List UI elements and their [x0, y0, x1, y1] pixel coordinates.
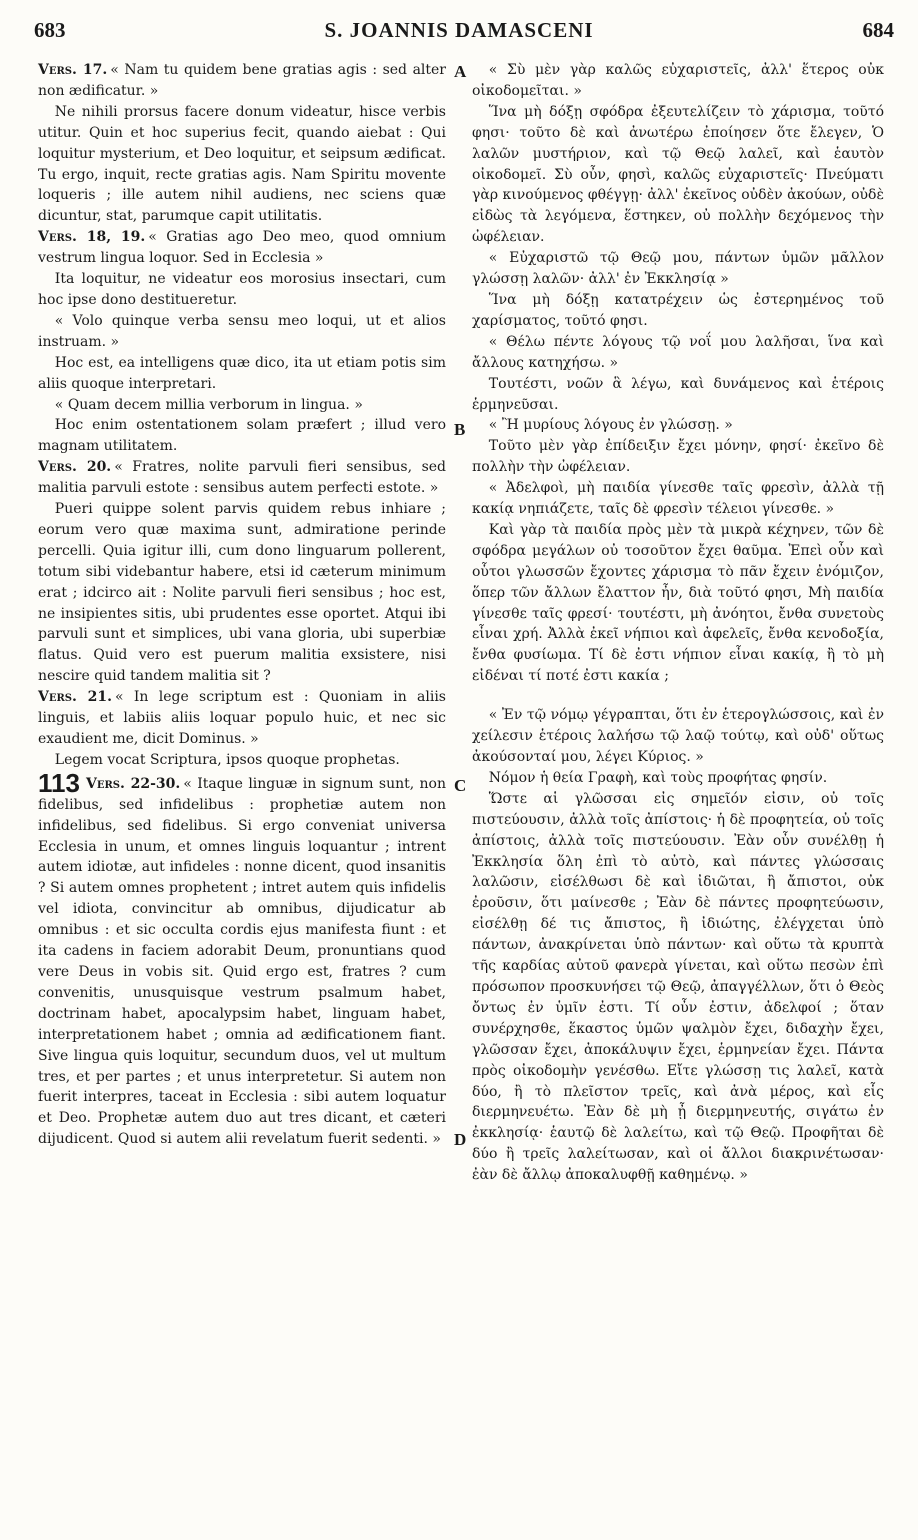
commentary-paragraph: Ne nihili prorsus facere donum videatur, hisce verbis utitur. Quin et hoc superius fecit, quando aiebat : Qui loquitur mysterium, et Deo loquitur, et seipsum ædificat. Tu ergo, inquit, recte gratias agis. Nam Spiritu movente loqueris ; ille autem nihil audiens, nec sciens quæ dicuntur, stat, parumque capit utilitatis. — [38, 103, 446, 225]
commentary-paragraph: Τουτέστι, νοῶν ἃ λέγω, καὶ δυνάμενος καὶ ἑτέροις ἑρμηνεῦσαι. — [472, 375, 884, 413]
commentary-paragraph: « Θέλω πέντε λόγους τῷ νοΐ μου λαλῆσαι, ἵνα καὶ ἄλλους κατηχήσω. » — [472, 333, 884, 371]
commentary-paragraph: Legem vocat Scriptura, ipsos quoque prophetas. — [54, 751, 400, 768]
verse-text: « Nam tu quidem bene gratias agis : sed alter non ædificatur. » — [38, 62, 447, 99]
commentary-paragraph: Pueri quippe solent parvis quidem rebus inhiare ; eorum vero quæ maxima sunt, admiratione perinde percelli. Quia igitur illi, cum dono linguarum pollerent, totum sibi videbantur habere, etsi id cæterum minimum erat ; idcirco ait : Nolite parvuli fieri sensibus ; hoc est, ne insipientes sitis, ubi prudentes esse oportet. Atqui ibi parvuli sunt et simplices, ubi vana gloria, ubi superbiæ flatus. Quid vero est puerum malitia exsistere, nisi nescire quid tandem malitia sit ? — [38, 501, 446, 685]
commentary-paragraph: « Ἢ μυρίους λόγους ἐν γλώσσῃ. » — [488, 417, 733, 434]
margin-letter: B — [454, 420, 466, 439]
verse-label: Vers. 17. — [38, 62, 108, 78]
margin-letter: D — [454, 1130, 467, 1149]
verse-text: « In lege scriptum est : Quoniam in aliis linguis, et labiis aliis loquar populo huic, et nec sic exaudient me, dicit Dominus. » — [38, 689, 446, 747]
page-number-right: 684 — [862, 18, 894, 42]
commentary-paragraph: « Volo quinque verba sensu meo loqui, ut et alios instruam. » — [38, 312, 446, 350]
commentary-paragraph: « Ἀδελφοὶ, μὴ παιδία γίνεσθε ταῖς φρεσὶν, ἀλλὰ τῇ κακίᾳ νηπιάζετε, ταῖς δὲ φρεσὶν τέλειοι γίνεσθε. » — [472, 480, 884, 518]
commentary-paragraph: Ita loquitur, ne videatur eos morosius insectari, cum hoc ipse dono destitueretur. — [38, 271, 446, 308]
verse-paragraph — [38, 227, 446, 269]
commentary-paragraph: Τοῦτο μὲν γὰρ ἐπίδειξιν ἔχει μόνην, φησί· ἐκεῖνο δὲ πολλὴν τὴν ὠφέλειαν. — [472, 438, 884, 476]
page-header — [24, 18, 894, 48]
verse-label: Vers. 18, 19. — [38, 229, 146, 246]
verse-paragraph — [38, 60, 446, 102]
verse-label: Vers. 21. — [38, 689, 112, 706]
commentary-paragraph: « Σὺ μὲν γὰρ καλῶς εὐχαριστεῖς, ἀλλ' ἕτερος οὐκ οἰκοδομεῖται. » — [472, 62, 884, 99]
commentary-paragraph: Καὶ γὰρ τὰ παιδία πρὸς μὲν τὰ μικρὰ κέχηνεν, τῶν δὲ σφόδρα μεγάλων οὐ τοσοῦτον ἔχει θαῦμα. Ἐπεὶ οὖν καὶ οὗτοι γλωσσῶν ἔχοντες χάρισμα τὸ πᾶν ἔχειν ἐνόμιζον, ὅπερ τῶν ἄλλων ἔλαττον ἦν, διὰ τοῦτό φησι, Μὴ παιδία γίνεσθε ταῖς φρεσί· τουτέστι, μὴ ἀνόητοι, ἔνθα συνετοὺς εἶναι χρή. Ἀλλὰ ἐκεῖ νήπιοι καὶ ἀφελεῖς, ἔνθα κενοδοξία, ἔνθα φυσίωμα. Τί δὲ ἐστι νήπιον εἶναι κακίᾳ, ἢ τὸ μὴ εἰδέναι τί ποτέ ἐστι κακία ; — [472, 521, 884, 685]
section-number: 113 — [38, 767, 80, 798]
commentary-paragraph: « Εὐχαριστῶ τῷ Θεῷ μου, πάντων ὑμῶν μᾶλλον γλώσσῃ λαλῶν· ἀλλ' ἐν Ἐκκλησίᾳ » — [472, 250, 884, 288]
commentary-paragraph: Ἵνα μὴ δόξῃ κατατρέχειν ὡς ἐστερημένος τοῦ χαρίσματος, τοῦτό φησι. — [472, 291, 884, 329]
margin-letter: C — [454, 776, 467, 795]
verse-label: Vers. 20. — [38, 459, 112, 476]
verse-text: « Itaque linguæ in signum sunt, non fidelibus, sed infidelibus : prophetiæ autem non infidelibus, sed fidelibus. Si ergo conveniat universa Ecclesia in unum, et omnes linguis loquantur ; intrent autem idiotæ, aut infideles : nonne dicent, quod insanitis ? Si autem omnes prophetent ; intret autem quis infidelis vel idiota, convincitur ab omnibus, dijudicatur ab omnibus : et sic occulta cordis ejus manifesta fiunt : et ita cadens in faciem adorabit Deum, pronuntians quod vere Deus in vobis sit. Quid ergo est, fratres ? cum convenitis, unusquisque vestrum psalmum habet, doctrinam habet, apocalypsim habet, linguam habet, interpretationem habet ; omnia ad ædificationem fiant. Sive lingua quis loquitur, secundum duos, vel ut multum tres, et per partes ; et unus interpretetur. Si autem non fuerit interpres, taceat in Ecclesia : sibi autem loquatur et Deo. Prophetæ autem duo aut tres dicant, et cæteri dijudicent. Quod si autem alii revelatum fuerit sedenti. » — [38, 775, 447, 1148]
commentary-paragraph: « Ἐν τῷ νόμῳ γέγραπται, ὅτι ἐν ἑτερογλώσσοις, καὶ ἐν χείλεσιν ἑτέροις λαλήσω τῷ λαῷ τούτῳ, καὶ οὐδ' οὕτως ἀκούσονταί μου, λέγει Κύριος. » — [472, 707, 884, 765]
column-gap — [472, 687, 884, 705]
verse-text: « Fratres, nolite parvuli fieri sensibus, sed malitia parvuli estote : sensibus autem perfecti estote. » — [38, 459, 446, 497]
page-number-left: 683 — [34, 18, 66, 42]
commentary-paragraph: Hoc est, ea intelligens quæ dico, ita ut etiam potis sim aliis quoque interpretari. — [38, 354, 446, 392]
latin-column — [38, 60, 446, 1150]
commentary-paragraph: « Quam decem millia verborum in lingua. » — [54, 396, 363, 413]
commentary-paragraph: Hoc enim ostentationem solam præfert ; illud vero magnam utilitatem. — [38, 417, 446, 455]
verse-label: Vers. 22-30. — [85, 775, 181, 792]
greek-column — [472, 60, 884, 1186]
running-title: S. JOANNIS DAMASCENI — [324, 18, 594, 42]
verse-paragraph — [38, 687, 446, 750]
verse-text: « Gratias ago Deo meo, quod omnium vestrum lingua loquor. Sed in Ecclesia » — [38, 229, 446, 267]
commentary-paragraph: Ἵνα μὴ δόξῃ σφόδρα ἐξευτελίζειν τὸ χάρισμα, τοῦτό φησι· τοῦτο δὲ καὶ ἀνωτέρω ἐποίησεν ὅτε ἔλεγεν, Ὁ λαλῶν μυστήριον, καὶ τῷ Θεῷ λαλεῖ, καὶ ἑαυτὸν οἰκοδομεῖ. Σὺ οὖν, φησὶ, καλῶς εὐχαριστεῖς· Πνεύματι γὰρ κινούμενος φθέγγῃ· ἀλλ' ἐκεῖνος οὐδὲν ἀκούων, οὐδὲ εἰδὼς τὰ λεγόμενα, ἕστηκεν, οὐ πολλὴν δεχόμενος τὴν ὠφέλειαν. — [472, 103, 884, 246]
commentary-paragraph: Νόμον ἡ θεία Γραφὴ, καὶ τοὺς προφήτας φησίν. — [488, 769, 828, 786]
verse-paragraph — [38, 457, 446, 499]
commentary-paragraph: Ὥστε αἱ γλῶσσαι εἰς σημεῖόν εἰσιν, οὐ τοῖς πιστεύουσιν, ἀλλὰ τοῖς ἀπίστοις· ἡ δὲ προφητεία, οὐ τοῖς ἀπίστοις, ἀλλὰ τοῖς πιστεύουσιν. Ἐὰν οὖν συνέλθῃ ἡ Ἐκκλησία ὅλη ἐπὶ τὸ αὐτὸ, καὶ πάντες γλώσσαις λαλῶσιν, εἰσέλθωσι δὲ καὶ ἰδιῶται, ἢ ἄπιστοι, οὐκ ἐροῦσιν, ὅτι μαίνεσθε ; Ἐὰν δὲ πάντες προφητεύωσιν, εἰσέλθῃ δέ τις ἄπιστος, ἢ ἰδιώτης, ἐλέγχεται ὑπὸ πάντων, ἀνακρίνεται ὑπὸ πάντων· καὶ οὕτω τὰ κρυπτὰ τῆς καρδίας αὐτοῦ φανερὰ γίνεται, καὶ οὕτω πεσὼν ἐπὶ πρόσωπον προσκυνήσει τῷ Θεῷ, ἀπαγγέλλων, ὅτι ὁ Θεὸς ὄντως ἐν ὑμῖν ἐστι. Τί οὖν ἐστιν, ἀδελφοί ; ὅταν συνέρχησθε, ἕκαστος ὑμῶν ψαλμὸν ἔχει, διδαχὴν ἔχει, γλῶσσαν ἔχει, ἀποκάλυψιν ἔχει, ἑρμηνείαν ἔχει. Πάντα πρὸς οἰκοδομὴν γενέσθω. Εἴτε γλώσσῃ τις λαλεῖ, κατὰ δύο, ἢ τὸ πλεῖστον τρεῖς, καὶ ἀνὰ μέρος, καὶ εἷς διερμηνευέτω. Ἐὰν δὲ μὴ ᾖ διερμηνευτής, σιγάτω ἐν ἐκκλησίᾳ· ἑαυτῷ δὲ λαλείτω, καὶ τῷ Θεῷ. Προφῆται δὲ δύο ἢ τρεῖς λαλείτωσαν, καὶ οἱ ἄλλοι διακρινέτωσαν· ἐὰν δὲ ἄλλῳ ἀποκαλυφθῇ καθημένῳ. » — [472, 790, 884, 1184]
margin-letter: A — [454, 62, 467, 81]
verse-paragraph — [38, 767, 447, 1150]
